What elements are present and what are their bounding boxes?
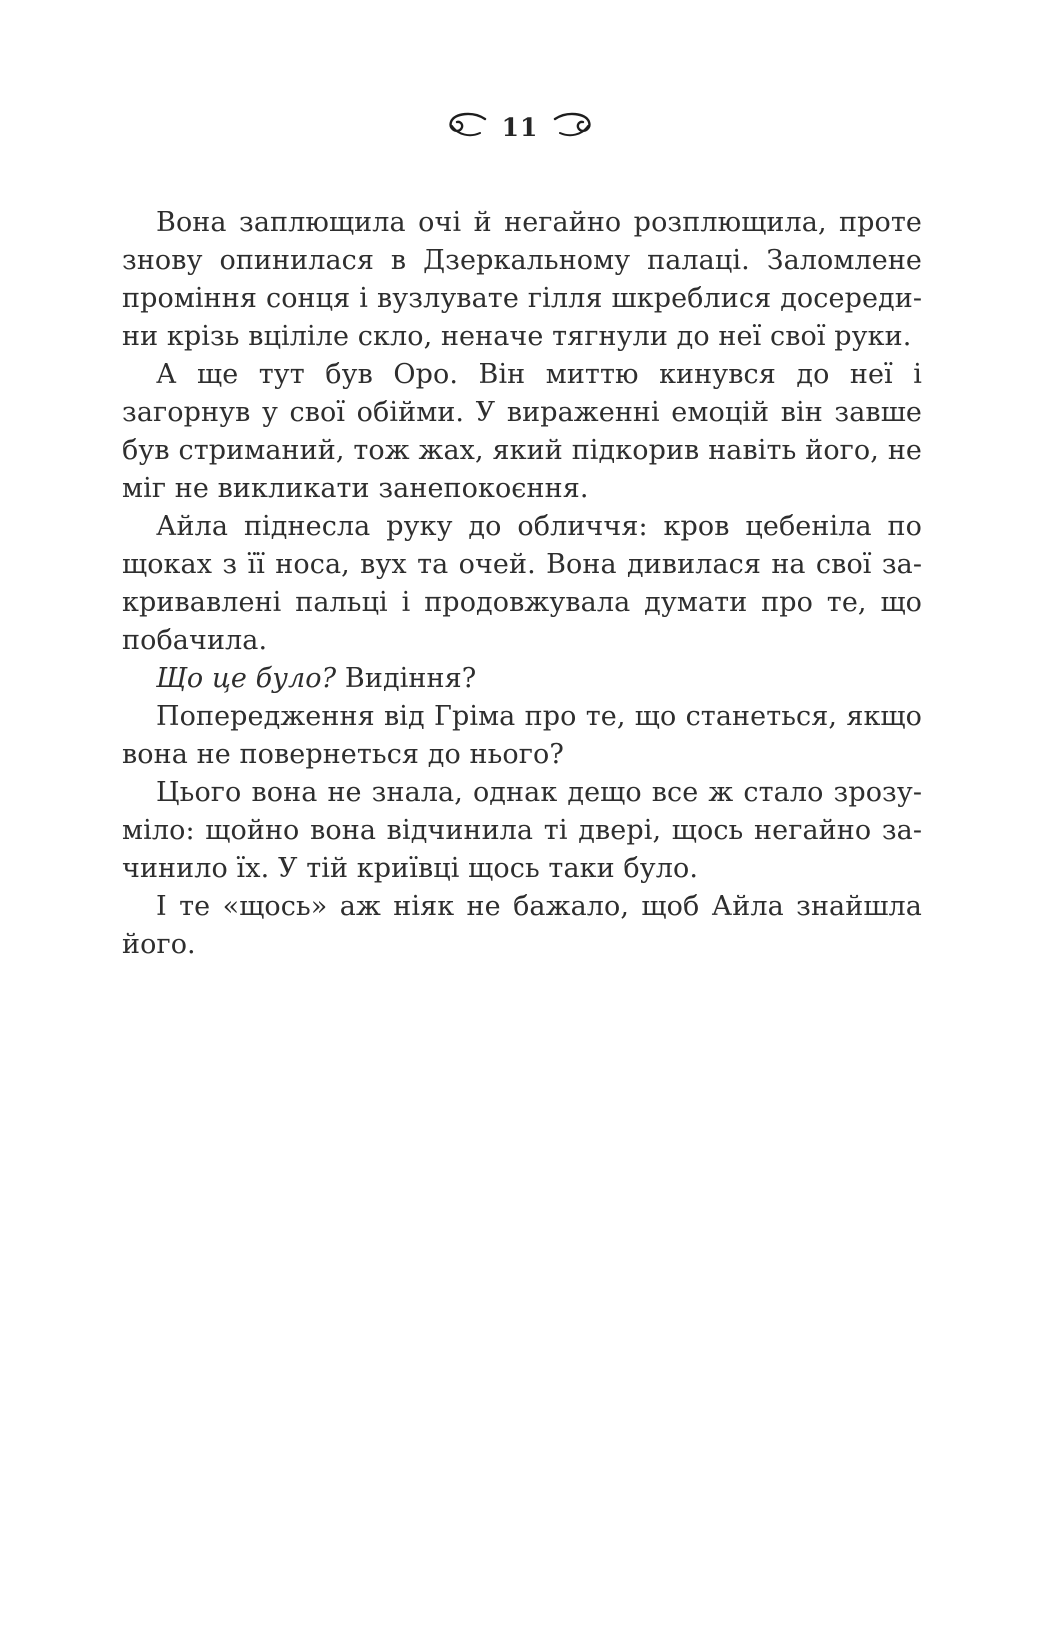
body-text: [122, 204, 922, 964]
paragraph: Айла піднесла руку до обличчя: кров цебеніла по щоках з її носа, вух та очей. Вона дивилася на свої закривавлені пальці і продовжувала думати про те, що побачила.: [122, 511, 922, 656]
paragraph: [122, 660, 922, 698]
page-header: [0, 112, 1040, 140]
paragraph: Попередження від Гріма про те, що станеться, якщо вона не повернеться до нього?: [122, 701, 922, 770]
page-number: 11: [501, 112, 539, 142]
paragraph-rest: Видіння?: [344, 663, 477, 694]
flourish-right-icon: [552, 112, 594, 140]
italic-question: Що це було?: [156, 663, 337, 694]
paragraph: Цього вона не знала, однак дещо все ж стало зрозуміло: щойно вона відчинила ті двері, щось негайно зачинило їх. У тій криївці щось таки було.: [122, 777, 922, 884]
flourish-left-icon: [446, 112, 488, 140]
paragraph: Вона заплющила очі й негайно розплющила, проте знову опинилася в Дзеркальному палаці. Заломлене проміння сонця і вузлувате гілля шкреблися досередини крізь вціліле скло, неначе тягнули до неї свої руки.: [122, 207, 922, 352]
paragraph: І те «щось» аж ніяк не бажало, щоб Айла знайшла його.: [122, 891, 922, 960]
paragraph: А ще тут був Оро. Він миттю кинувся до неї і загорнув у свої обійми. У вираженні емоцій він завше був стриманий, тож жах, який підкорив навіть його, не міг не викликати занепокоєння.: [122, 359, 922, 504]
